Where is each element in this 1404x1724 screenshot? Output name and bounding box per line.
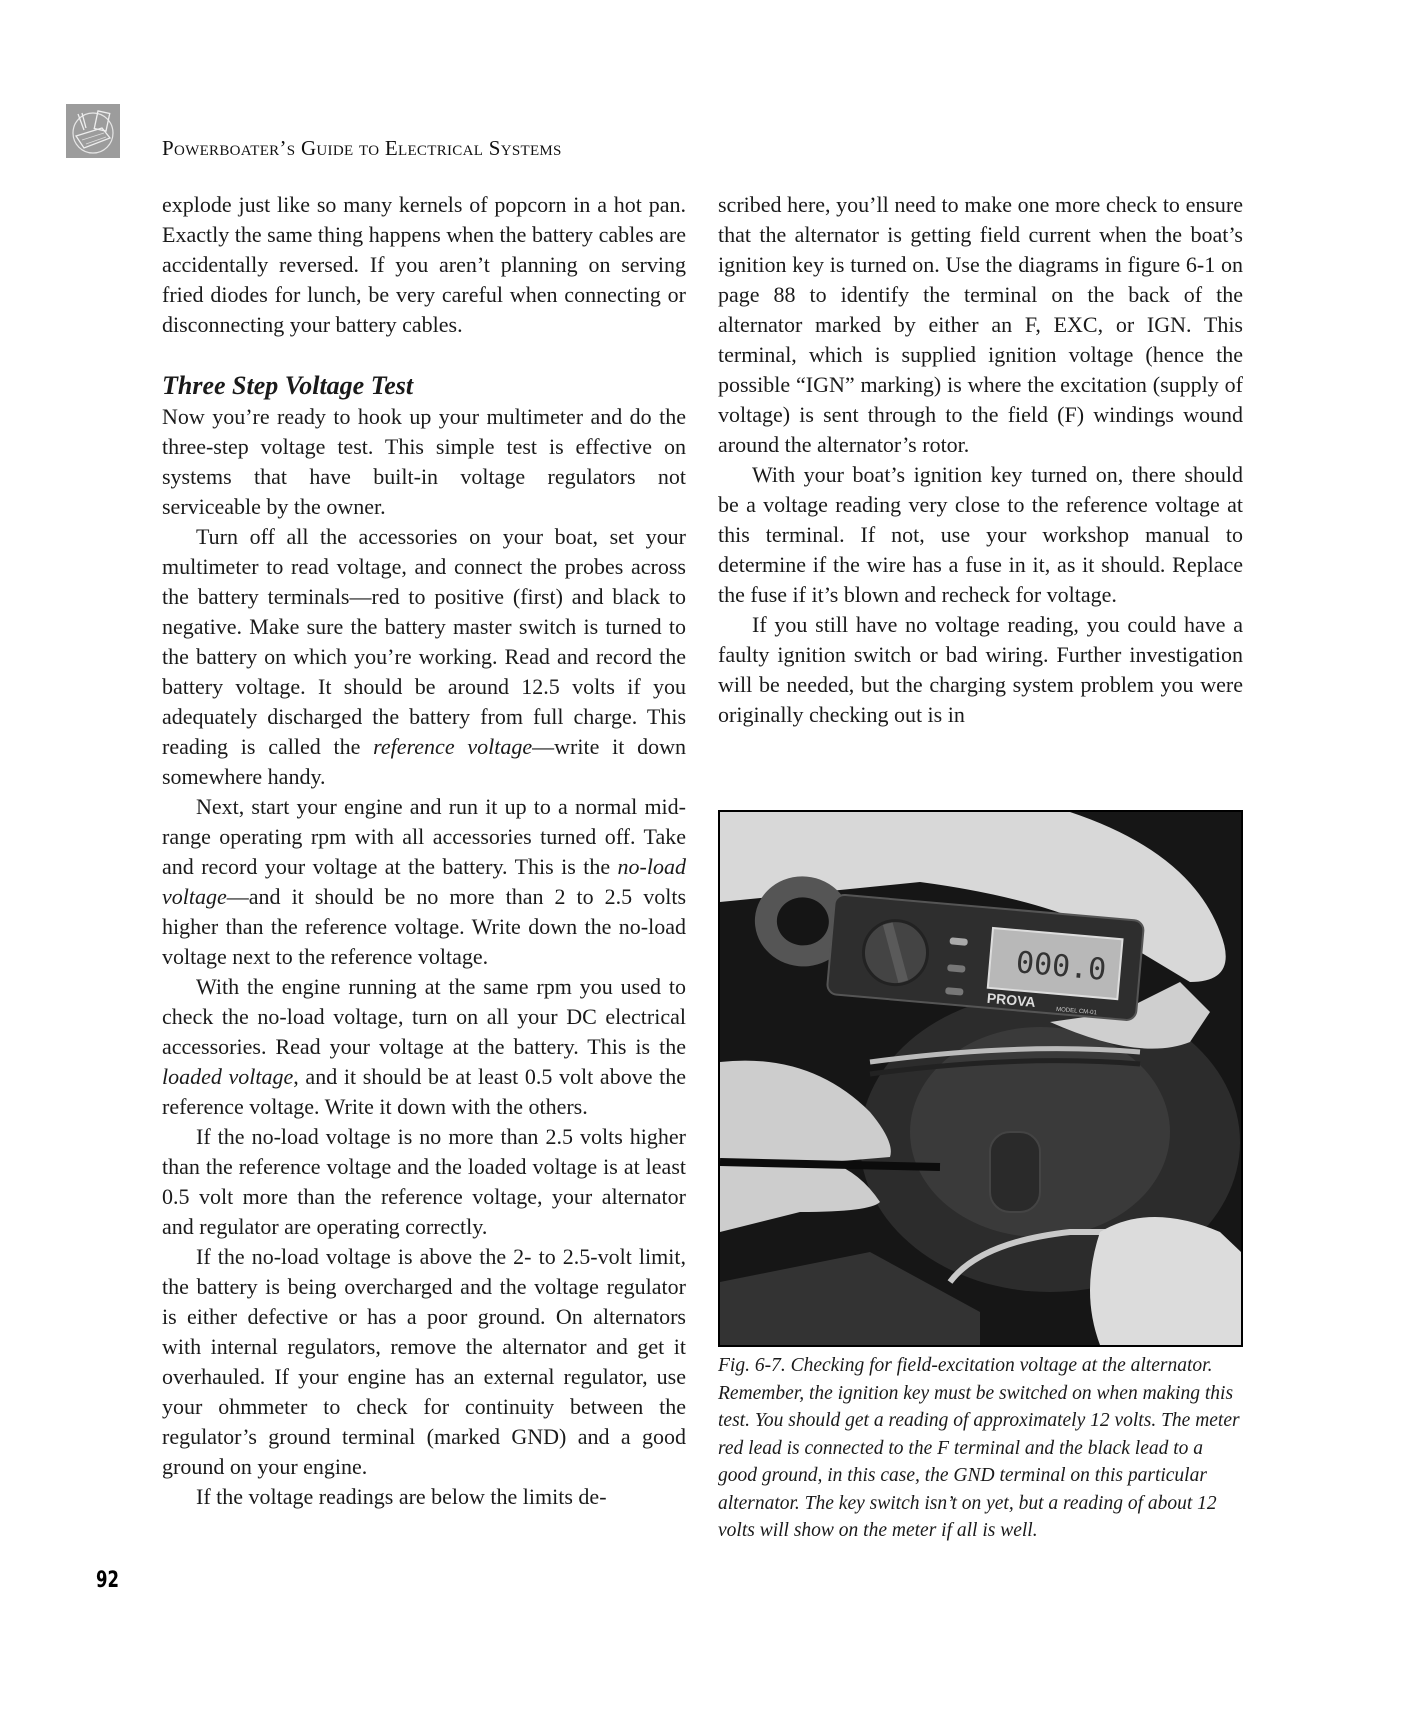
paragraph: scribed here, you’ll need to make one more check to ensure that the alternator is getting field current when the boat’s ignition key is turned on. Use the diagrams in figure 6-1 on page 88 to identify the terminal on the back of the alternator marked by either an F, EXC, or IGN. This terminal, which is supplied ignition voltage (hence the possible “IGN” marking) is where the excitation (supply of voltage) is sent through to the field (F) windings wound around the alternator’s rotor. (718, 192, 1243, 457)
left-column (162, 190, 686, 1512)
chapter-logo (66, 104, 120, 158)
paragraph: Next, start your engine and run it up to a normal mid-range operating rpm with all accessories turned off. Take and record your voltage at the battery. This is the no-load voltage—and it should be no more than 2 to 2.5 volts higher than the reference voltage. Write down the no-load voltage next to the reference voltage. (162, 794, 686, 969)
page-number: 92 (96, 1568, 119, 1593)
paragraph: With your boat’s ignition key turned on, there should be a voltage reading very close to the reference voltage at this terminal. If not, use your workshop manual to determine if the wire has a fuse in it, as it should. Replace the fuse if it’s blown and recheck for voltage. (718, 462, 1243, 607)
section-heading: Three Step Voltage Test (162, 371, 414, 400)
paragraph: If the no-load voltage is above the 2- to 2.5-volt limit, the battery is being overcharged and the voltage regulator is either defective or has a poor ground. On alternators with internal regulators, remove the alternator and get it overhauled. If your engine has an external regulator, use your ohmmeter to check for continuity between the regulator’s ground terminal (marked GND) and a good ground on your engine. (162, 1244, 686, 1479)
term-no-load-voltage: no-load voltage (162, 854, 686, 909)
paragraph: explode just like so many kernels of popcorn in a hot pan. Exactly the same thing happens when the battery cables are accidentally reversed. If you aren’t planning on serving fried diodes for lunch, be very careful when connecting or disconnecting your battery cables. (162, 192, 686, 337)
running-head: Powerboater’s Guide to Electrical Systems (162, 136, 562, 160)
clamp-meter-photo (720, 812, 1241, 1345)
paragraph: Turn off all the accessories on your boat, set your multimeter to read voltage, and connect the probes across the battery terminals—red to positive (first) and black to negative. Make sure the battery master switch is turned to the battery on which you’re working. Read and record the battery voltage. It should be around 12.5 volts if you adequately discharged the battery from full charge. This reading is called the reference voltage—write it down somewhere handy. (162, 524, 686, 789)
figure-caption: Fig. 6-7. Checking for field-excitation voltage at the alternator. Remember, the ignition key must be switched on when making this test. You should get a reading of approximately 12 volts. The meter red lead is connected to the F terminal and the black lead to a good ground, in this case, the GND terminal on this particular alternator. The key switch isn’t on yet, but a reading of about 12 volts will show on the meter if all is well. (718, 1355, 1240, 1541)
svg-text:PROVA: PROVA (986, 989, 1037, 1010)
svg-text:000.0: 000.0 (1014, 945, 1108, 988)
paragraph: With the engine running at the same rpm you used to check the no-load voltage, turn on all your DC electrical accessories. Read your voltage at the battery. This is the loaded voltage, and it should be at least 0.5 volt above the reference voltage. Write it down with the others. (162, 974, 686, 1119)
paragraph: If the no-load voltage is no more than 2.5 volts higher than the reference voltage and the loaded voltage is at least 0.5 volt more than the reference voltage, your alternator and regulator are operating correctly. (162, 1124, 686, 1239)
term-reference-voltage: reference voltage (373, 734, 533, 759)
tools-and-meter-icon (66, 104, 120, 158)
paragraph: If you still have no voltage reading, you could have a faulty ignition switch or bad wiring. Further investigation will be needed, but the charging system problem you were originally checking out is in (718, 612, 1243, 727)
svg-text:MODEL CM-01: MODEL CM-01 (1055, 1006, 1098, 1017)
paragraph: If the voltage readings are below the limits de- (196, 1484, 607, 1509)
figure-photo (718, 810, 1243, 1347)
right-column (718, 190, 1243, 730)
paragraph: Now you’re ready to hook up your multimeter and do the three-step voltage test. This simple test is effective on systems that have built-in voltage regulators not serviceable by the owner. (162, 404, 686, 519)
term-loaded-voltage: loaded voltage (162, 1064, 294, 1089)
